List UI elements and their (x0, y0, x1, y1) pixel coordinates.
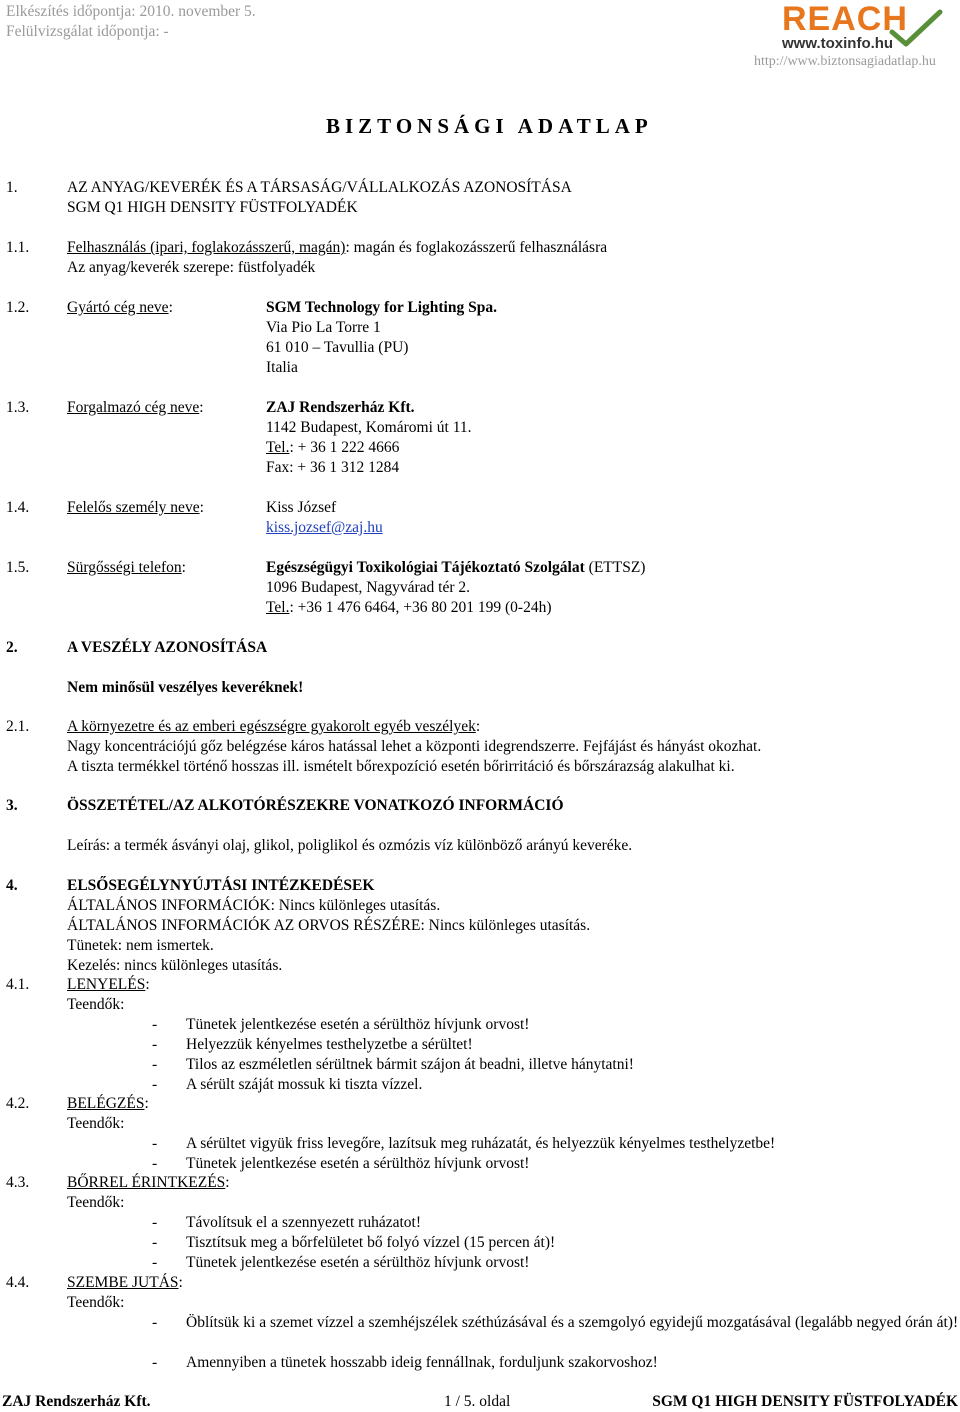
list-dash: - (152, 1314, 158, 1331)
list-item: Helyezzük kényelmes testhelyzetbe a sérültet! (186, 1036, 473, 1053)
tel-value: : +36 1 476 6464, +36 80 201 199 (0-24h) (289, 599, 552, 616)
section-2-number: 2. (6, 639, 18, 656)
hazard-classification: Nem minősül veszélyes keveréknek! (67, 679, 304, 696)
section-1-1-label: Felhasználás (ipari, foglakozásszerű, magán) (67, 239, 346, 256)
manufacturer-address-1: Via Pio La Torre 1 (266, 319, 381, 336)
section-1-5-number: 1.5. (6, 559, 30, 576)
emergency-service-abbr: (ETTSZ) (584, 559, 646, 576)
list-dash: - (152, 1016, 158, 1033)
section-1-2-number: 1.2. (6, 299, 30, 316)
other-hazards-label: A környezetre és az emberi egészségre gyakorolt egyéb veszélyek (67, 718, 476, 735)
list-item: Távolítsuk el a szennyezett ruházatot! (186, 1214, 421, 1231)
footer-company: ZAJ Rendszerház Kft. (2, 1393, 151, 1410)
section-1-1-value: : magán és foglakozásszerű felhasználásra (345, 239, 608, 256)
reviewed-date: Felülvizsgálat időpontja: - (6, 23, 169, 40)
list-dash: - (152, 1076, 158, 1093)
tel-value: : + 36 1 222 4666 (289, 439, 400, 456)
section-4-3-number: 4.3. (6, 1174, 30, 1191)
tel-label: Tel. (266, 599, 290, 616)
colon: : (475, 718, 481, 735)
list-item: A sérült száját mossuk ki tiszta vízzel. (186, 1076, 423, 1093)
list-dash: - (152, 1135, 158, 1152)
section-4-number: 4. (6, 877, 18, 894)
section-1-1-number: 1.1. (6, 239, 30, 256)
colon: : (199, 499, 204, 516)
list-item: Tünetek jelentkezése esetén a sérülthöz hívjunk orvost! (186, 1254, 530, 1271)
distributor-address: 1142 Budapest, Komáromi út 11. (266, 419, 472, 436)
manufacturer-address-3: Italia (266, 359, 298, 376)
responsible-person-label: Felelős személy neve (67, 499, 200, 516)
list-dash: - (152, 1056, 158, 1073)
todo-label: Teendők: (67, 1294, 125, 1311)
ingestion-label: LENYELÉS (67, 976, 146, 993)
list-dash: - (152, 1234, 158, 1251)
footer-product: SGM Q1 HIGH DENSITY FÜSTFOLYADÉK (652, 1393, 958, 1410)
section-4-3-label-wrap (67, 1173, 230, 1193)
section-1-4-label-wrap (67, 498, 204, 518)
section-4-1-label-wrap (67, 975, 150, 995)
colon: : (144, 1095, 149, 1112)
colon: : (178, 1274, 183, 1291)
document-title: BIZTONSÁGI ADATLAP (326, 114, 653, 138)
section-4-4-number: 4.4. (6, 1274, 30, 1291)
colon: : (225, 1174, 230, 1191)
colon: : (181, 559, 186, 576)
footer-page-number: 1 / 5. oldal (444, 1393, 511, 1410)
section-1-4-number: 1.4. (6, 499, 30, 516)
tel-label: Tel. (266, 439, 290, 456)
checkmark-icon (888, 8, 944, 48)
section-1-2-label-wrap (67, 298, 173, 318)
treatment: Kezelés: nincs különleges utasítás. (67, 957, 283, 974)
responsible-person-name: Kiss József (266, 499, 337, 516)
todo-label: Teendők: (67, 996, 125, 1013)
distributor-label: Forgalmazó cég neve (67, 399, 200, 416)
emergency-service-name: Egészségügyi Toxikológiai Tájékoztató Szolgálat (266, 559, 585, 576)
list-item: Öblítsük ki a szemet vízzel a szemhéjszélek széthúzásával és a szemgolyó egyidejű mozgatásával (legalább negyed órán át)! (186, 1314, 959, 1331)
distributor-name: ZAJ Rendszerház Kft. (266, 399, 415, 416)
section-3-heading: ÖSSZETÉTEL/AZ ALKOTÓRÉSZEKRE VONATKOZÓ INFORMÁCIÓ (67, 797, 564, 814)
general-info: ÁLTALÁNOS INFORMÁCIÓK: Nincs különleges utasítás. (67, 897, 441, 914)
hazard-line-2: A tiszta termékkel történő hosszas ill. ismételt bőrexpozíció esetén bőrirritáció és bőrszárazság alakulhat ki. (67, 758, 735, 775)
list-item: Tünetek jelentkezése esetén a sérülthöz hívjunk orvost! (186, 1016, 530, 1033)
list-item: Amennyiben a tünetek hosszabb ideig fennállnak, forduljunk szakorvoshoz! (186, 1354, 658, 1371)
reach-logo (780, 2, 956, 52)
skin-contact-label: BŐRREL ÉRINTKEZÉS (67, 1174, 226, 1191)
hazard-line-1: Nagy koncentrációjú gőz belégzése káros hatással lehet a központi idegrendszerre. Fejfájást és hányást okozhat. (67, 738, 762, 755)
list-dash: - (152, 1155, 158, 1172)
section-1-3-number: 1.3. (6, 399, 30, 416)
section-4-1-number: 4.1. (6, 976, 30, 993)
section-1-1-text (67, 238, 607, 258)
list-dash: - (152, 1036, 158, 1053)
product-name: SGM Q1 HIGH DENSITY FÜSTFOLYADÉK (67, 199, 358, 216)
todo-label: Teendők: (67, 1115, 125, 1132)
section-4-2-number: 4.2. (6, 1095, 30, 1112)
list-item: Tünetek jelentkezése esetén a sérülthöz hívjunk orvost! (186, 1155, 530, 1172)
section-4-4-label-wrap (67, 1273, 183, 1293)
section-1-heading: AZ ANYAG/KEVERÉK ÉS A TÁRSASÁG/VÁLLALKOZÁS AZONOSÍTÁSA (67, 179, 572, 196)
section-3-number: 3. (6, 797, 18, 814)
composition-description: Leírás: a termék ásványi olaj, glikol, poliglikol és ozmózis víz különböző arányú keveréke. (67, 837, 633, 854)
section-1-number: 1. (6, 179, 18, 196)
substance-role: Az anyag/keverék szerepe: füstfolyadék (67, 259, 316, 276)
colon: : (168, 299, 173, 316)
list-dash: - (152, 1214, 158, 1231)
manufacturer-label: Gyártó cég neve (67, 299, 169, 316)
inhalation-label: BELÉGZÉS (67, 1095, 145, 1112)
toxinfo-url: www.toxinfo.hu (782, 35, 894, 52)
reach-logo-text: REACH (782, 0, 908, 38)
manufacturer-address-2: 61 010 – Tavullia (PU) (266, 339, 409, 356)
list-item: Tisztítsuk meg a bőrfelületet bő folyó vízzel (15 percen át)! (186, 1234, 556, 1251)
list-dash: - (152, 1254, 158, 1271)
section-2-1-number: 2.1. (6, 718, 30, 735)
emergency-address: 1096 Budapest, Nagyvárad tér 2. (266, 579, 471, 596)
section-1-5-label-wrap (67, 558, 186, 578)
list-item: Tilos az eszméletlen sérültnek bármit szájon át beadni, illetve hánytatni! (186, 1056, 634, 1073)
colon: : (199, 399, 204, 416)
section-2-heading: A VESZÉLY AZONOSÍTÁSA (67, 639, 268, 656)
general-info-doctor: ÁLTALÁNOS INFORMÁCIÓK AZ ORVOS RÉSZÉRE: Nincs különleges utasítás. (67, 917, 591, 934)
distributor-fax: Fax: + 36 1 312 1284 (266, 459, 400, 476)
manufacturer-name: SGM Technology for Lighting Spa. (266, 299, 497, 316)
responsible-person-email-link[interactable]: kiss.jozsef@zaj.hu (266, 519, 383, 536)
section-1-3-label-wrap (67, 398, 204, 418)
list-item: A sérültet vigyük friss levegőre, lazítsuk meg ruházatát, és helyezzük kényelmes testhelyzetbe! (186, 1135, 776, 1152)
emergency-phone-label: Sürgősségi telefon (67, 559, 182, 576)
section-2-1-label-wrap (67, 717, 480, 737)
distributor-phone (266, 438, 399, 458)
list-dash: - (152, 1354, 158, 1371)
site-url-link[interactable]: http://www.biztonsagiadatlap.hu (754, 54, 936, 69)
section-4-heading: ELSŐSEGÉLYNYÚJTÁSI INTÉZKEDÉSEK (67, 877, 375, 894)
prepared-date: Elkészítés időpontja: 2010. november 5. (6, 3, 256, 20)
todo-label: Teendők: (67, 1194, 125, 1211)
emergency-service (266, 558, 645, 578)
section-4-2-label-wrap (67, 1094, 149, 1114)
eye-contact-label: SZEMBE JUTÁS (67, 1274, 179, 1291)
colon: : (145, 976, 150, 993)
symptoms: Tünetek: nem ismertek. (67, 937, 214, 954)
emergency-phone (266, 598, 551, 618)
